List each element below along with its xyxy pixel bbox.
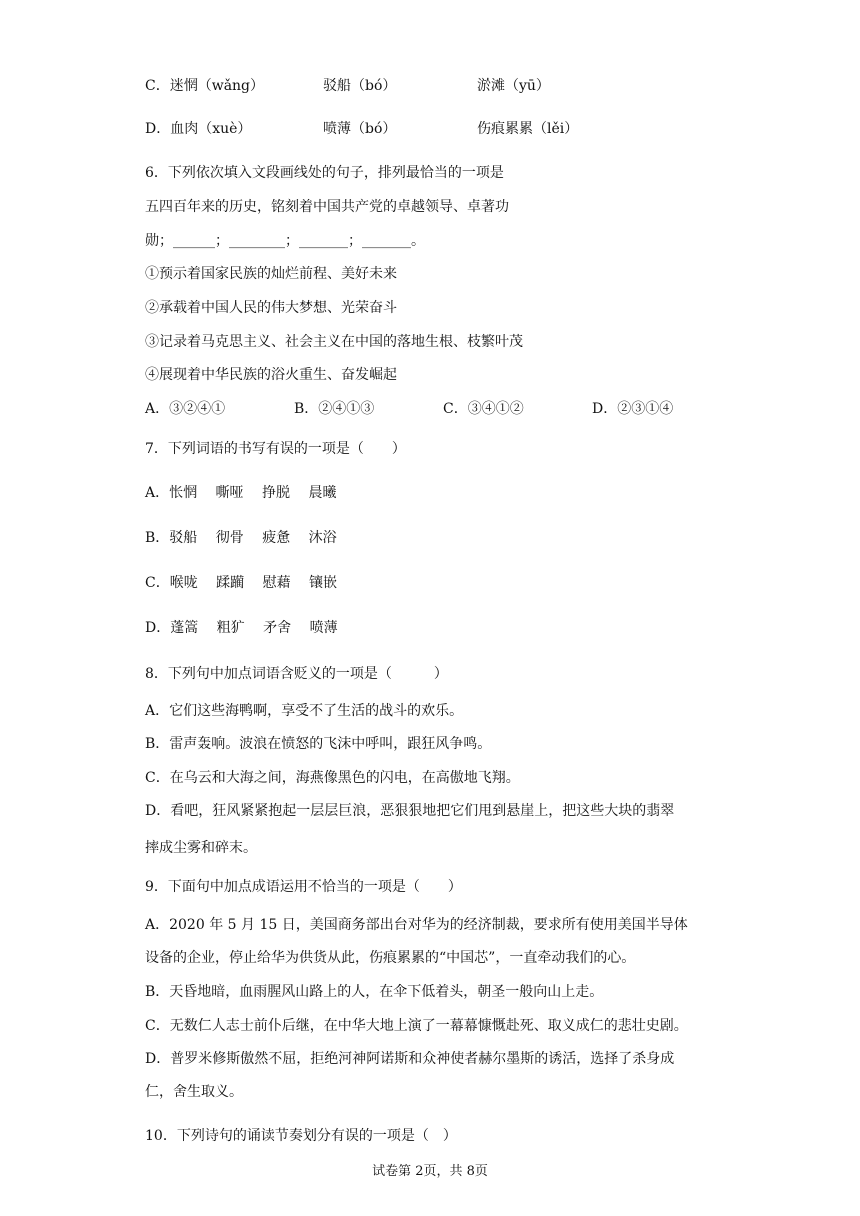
- q9-option-d-line-2: 仁，舍生取义。: [145, 1084, 243, 1100]
- q6-text-line-2: 勋；______；________；_______；_______。: [145, 233, 425, 249]
- q8-option-d-line-1: D．看吧，狂风紧紧抱起一层层巨浪，恶狠狠地把它们甩到悬崖上，把这些大块的翡翠: [145, 803, 675, 819]
- q5-option-d-1: D．血肉（xuè）: [145, 121, 252, 137]
- q9-stem: 9．下面句中加点成语运用不恰当的一项是（ ）: [145, 879, 462, 895]
- q5-option-c-3: 淤滩（yū）: [477, 78, 550, 94]
- q5-option-c-2: 驳船（bó）: [323, 78, 397, 94]
- q6-sentence-1: ①预示着国家民族的灿烂前程、美好未来: [145, 266, 397, 282]
- q8-stem: 8．下列句中加点词语含贬义的一项是（ ）: [145, 666, 448, 682]
- q6-option-c: C．③④①②: [443, 401, 524, 417]
- q7-stem: 7．下列词语的书写有误的一项是（ ）: [145, 441, 406, 457]
- q6-sentence-2: ②承载着中国人民的伟大梦想、光荣奋斗: [145, 300, 397, 316]
- q7-option-a: A．怅惘 嘶哑 挣脱 晨曦: [145, 485, 337, 501]
- q9-option-a-line-2: 设备的企业，停止给华为供货从此，伤痕累累的“中国芯”，一直牵动我们的心。: [145, 950, 636, 966]
- q10-stem: 10．下列诗句的诵读节奏划分有误的一项是（ ）: [145, 1128, 457, 1144]
- q7-option-c: C．喉咙 蹂躏 慰藉 镶嵌: [145, 575, 338, 591]
- q5-option-c-1: C．迷惘（wǎng）: [145, 78, 265, 94]
- q6-option-b: B．②④①③: [294, 401, 375, 417]
- q6-option-a: A．③②④①: [145, 401, 226, 417]
- q7-option-d: D．蓬篙 粗犷 矛舍 喷薄: [145, 620, 338, 636]
- q9-option-b: B．天昏地暗，血雨腥风山路上的人，在伞下低着头，朝圣一般向山上走。: [145, 984, 604, 1000]
- q6-sentence-4: ④展现着中华民族的浴火重生、奋发崛起: [145, 367, 397, 383]
- q6-sentence-3: ③记录着马克思主义、社会主义在中国的落地生根、枝繁叶茂: [145, 334, 523, 350]
- q6-stem: 6．下列依次填入文段画线处的句子，排列最恰当的一项是: [145, 165, 504, 181]
- q5-option-d-3: 伤痕累累（lěi）: [477, 121, 579, 137]
- q7-option-b: B．驳船 彻骨 疲惫 沐浴: [145, 530, 337, 546]
- q5-option-d-2: 喷薄（bó）: [323, 121, 397, 137]
- q6-text-line-1: 五四百年来的历史，铭刻着中国共产党的卓越领导、卓著功: [145, 199, 509, 215]
- q8-option-a: A．它们这些海鸭啊，享受不了生活的战斗的欢乐。: [145, 703, 464, 719]
- q9-option-d-line-1: D．普罗米修斯傲然不屈，拒绝河神阿诺斯和众神使者赫尔墨斯的诱活，选择了杀身成: [145, 1051, 675, 1067]
- q8-option-b: B．雷声轰响。波浪在愤怒的飞沫中呼叫，跟狂风争鸣。: [145, 736, 492, 752]
- q8-option-c: C．在乌云和大海之间，海燕像黑色的闪电，在高傲地飞翔。: [145, 770, 520, 786]
- q9-option-c: C．无数仁人志士前仆后继，在中华大地上演了一幕幕慷慨赴死、取义成仁的悲壮史剧。: [145, 1018, 688, 1034]
- q8-option-d-line-2: 摔成尘雾和碎末。: [145, 840, 257, 856]
- q9-option-a-line-1: A．2020 年 5 月 15 日，美国商务部出台对华为的经济制裁，要求所有使用美国半导体: [145, 917, 688, 933]
- page-footer: 试卷第 2页，共 8页: [372, 1164, 488, 1179]
- q6-option-d: D．②③①④: [592, 401, 674, 417]
